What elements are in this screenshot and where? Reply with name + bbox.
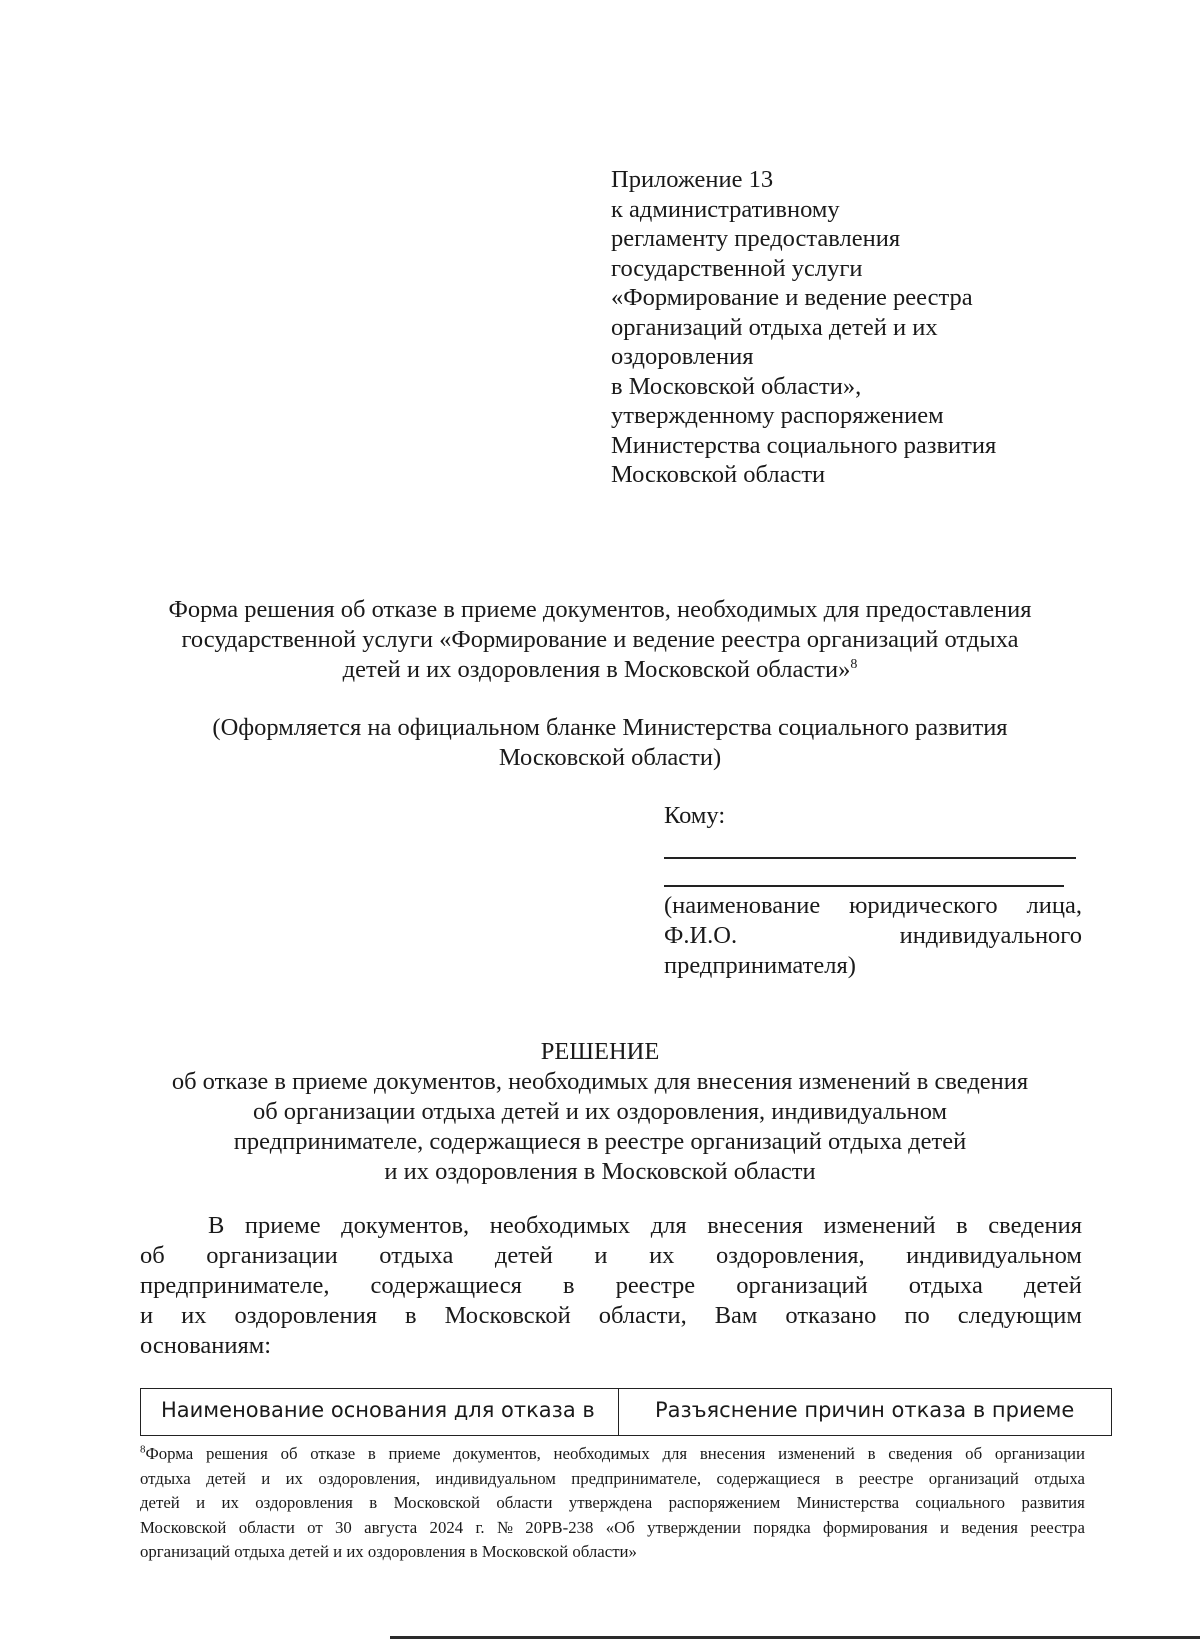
body-word: приеме [244, 1212, 321, 1239]
body-word: их [649, 1242, 675, 1269]
footnote-word: в [369, 1493, 378, 1513]
body-word: отдыха [379, 1242, 454, 1269]
addressee-blank-line [664, 857, 1076, 859]
blank-note-line: Московской области) [498, 744, 722, 771]
caption-word: лица, [1026, 892, 1082, 919]
footnote-word: отдыха [140, 1468, 191, 1488]
footnote-line [140, 1467, 1085, 1492]
decision-line: и их оздоровления в Московской области [384, 1158, 816, 1185]
appendix-line: организаций отдыха детей и их [611, 313, 938, 341]
form-title-line: Форма решения об отказе в приеме документов, необходимых для предоставления [168, 596, 1032, 623]
body-word: в [956, 1212, 968, 1239]
footnote-word: области [238, 1517, 295, 1537]
footnote-word: Министерства [796, 1493, 900, 1513]
body-word: области, [598, 1302, 687, 1329]
body-word: отдыха [908, 1272, 983, 1299]
decision-heading: РЕШЕНИЕ [540, 1038, 660, 1065]
appendix-line: «Формирование и ведение реестра [611, 284, 973, 311]
table-header-reason: Наименование основания для отказа в [141, 1389, 619, 1435]
body-word: содержащиеся [370, 1272, 522, 1299]
appendix-line: Московской области [611, 461, 826, 488]
caption-word: юридического [849, 892, 998, 919]
footnote-word: оздоровления [255, 1493, 353, 1513]
body-word: Вам [714, 1302, 758, 1329]
footnote-word: их [221, 1493, 239, 1513]
body-word: Московской [444, 1302, 571, 1329]
footnote-word: в [867, 1444, 876, 1463]
caption-line [664, 921, 1082, 951]
appendix-line: Министерства социального развития [611, 431, 997, 459]
footnote-reference: 8 [850, 656, 858, 672]
body-word: оздоровления, [715, 1242, 865, 1269]
footnote-mark: 8 [140, 1443, 146, 1456]
body-word: изменений [823, 1212, 936, 1239]
caption-word: Ф.И.О. [664, 922, 738, 949]
footnote-word: детей [140, 1493, 180, 1513]
footnote-word: утверждении [647, 1517, 742, 1537]
footnote-word: и [261, 1468, 271, 1488]
appendix-line: Приложение 13 [611, 166, 774, 193]
body-word: предпринимателе, [140, 1272, 330, 1299]
body-paragraph [140, 1211, 1082, 1361]
footnote-word: Московской [140, 1517, 227, 1537]
caption-line [664, 891, 1082, 921]
footnote-word: в [835, 1468, 844, 1488]
body-word: оздоровления [234, 1302, 378, 1329]
footnote-word: области [496, 1493, 553, 1513]
footnote-word: и [196, 1493, 206, 1513]
footnote-word: 2024 [429, 1517, 464, 1537]
footnote-word: в [367, 1444, 376, 1463]
decision-line: предпринимателе, содержащиеся в реестре организаций отдыха детей [233, 1128, 967, 1155]
appendix-line: в Московской области», [611, 372, 862, 400]
body-word: детей [1023, 1272, 1082, 1299]
footnote-word: об [965, 1444, 983, 1463]
footnote-word: внесения [699, 1444, 766, 1463]
footnote-word: реестра [1030, 1517, 1085, 1537]
footnote-word [140, 1442, 193, 1467]
body-word: и [594, 1242, 608, 1269]
decision-line: об организации отдыха детей и их оздоровления, индивидуальном [252, 1098, 948, 1125]
scan-edge-line [390, 1636, 1200, 1639]
body-word: следующим [957, 1302, 1082, 1329]
footnote-word: детей [206, 1468, 246, 1488]
footnote-word: и [940, 1517, 949, 1537]
body-line [140, 1301, 1082, 1331]
appendix-line: утвержденному распоряжением [611, 402, 944, 429]
footnote-word: порядка [753, 1517, 811, 1537]
footnote-word: 30 [335, 1517, 352, 1537]
footnote-word: приеме [388, 1444, 441, 1463]
footnote-word: Московской [393, 1493, 480, 1513]
footnote-word: их [285, 1468, 303, 1488]
reasons-table [140, 1388, 1112, 1436]
footnote-word: организаций [928, 1468, 1019, 1488]
form-title-line: государственной услуги «Формирование и ведение реестра организаций отдыха [181, 626, 1019, 653]
body-word: для [650, 1212, 687, 1239]
caption-word: индивидуального [899, 922, 1082, 949]
footnote-word: для [662, 1444, 688, 1463]
footnote-word: г. [475, 1517, 485, 1537]
footnote-word: документов, [453, 1444, 541, 1463]
body-word: необходимых [489, 1212, 631, 1239]
appendix-block [611, 165, 996, 490]
body-line [140, 1271, 1082, 1301]
body-word: по [904, 1302, 930, 1329]
body-line [140, 1211, 1082, 1241]
decision-line: об отказе в приеме документов, необходимых для внесения изменений в сведения [171, 1068, 1029, 1095]
body-word: организации [206, 1242, 338, 1269]
appendix-line: государственной услуги [611, 254, 863, 282]
footnote-word: содержащиеся [716, 1468, 821, 1488]
footnote-word: организации [994, 1444, 1085, 1463]
footnote-line [140, 1442, 1085, 1467]
footnote-word: предпринимателе, [571, 1468, 702, 1488]
footnote-word: «Об [605, 1517, 635, 1537]
blank-note [120, 713, 1100, 773]
body-word: индивидуальном [906, 1242, 1082, 1269]
footnote-word: об [280, 1444, 298, 1463]
body-word: организаций [736, 1272, 868, 1299]
footnote-word: реестре [858, 1468, 914, 1488]
body-word: в [405, 1302, 417, 1329]
caption-line: предпринимателя) [664, 952, 856, 979]
footnote-word: необходимых [553, 1444, 650, 1463]
appendix-line: к административному [611, 195, 840, 223]
addressee-caption [664, 891, 1082, 981]
body-word: В [208, 1212, 225, 1239]
body-word: их [181, 1302, 207, 1329]
form-title-text: детей и их оздоровления в Московской области» [342, 656, 851, 683]
footnote-word: индивидуальном [435, 1468, 556, 1488]
form-title-line [120, 655, 1080, 685]
body-word: в [562, 1272, 575, 1299]
appendix-line: оздоровления [611, 343, 754, 370]
caption-word: (наименование [664, 892, 821, 919]
footnote-word: отказе [310, 1444, 356, 1463]
body-word: детей [494, 1242, 553, 1269]
footnote-word: № [496, 1517, 513, 1537]
footnote-word: изменений [778, 1444, 855, 1463]
table-header-explanation: Разъяснение причин отказа в приеме [655, 1398, 1075, 1422]
form-title [120, 595, 1080, 685]
footnote-word-text: Форма [145, 1444, 194, 1463]
body-line [140, 1241, 1082, 1271]
footnote-word: решения [205, 1444, 268, 1463]
footnote-word: отдыха [1034, 1468, 1085, 1488]
body-word: внесения [707, 1212, 803, 1239]
addressee-label: Кому: [664, 802, 726, 829]
footnote-line: организаций отдыха детей и их оздоровления в Московской области» [140, 1542, 637, 1562]
footnote-word: развития [1021, 1493, 1085, 1513]
footnote-word: распоряжением [668, 1493, 781, 1513]
footnote-word: 20РВ-238 [525, 1517, 594, 1537]
blank-note-line: (Оформляется на официальном бланке Министерства социального развития [212, 714, 1008, 741]
footnote [140, 1442, 1085, 1565]
body-word: об [140, 1242, 165, 1269]
footnote-word: утверждена [568, 1493, 653, 1513]
appendix-line: регламенту предоставления [611, 225, 901, 252]
addressee-block [664, 801, 1082, 831]
body-word: реестре [615, 1272, 696, 1299]
footnote-word: ведения [961, 1517, 1019, 1537]
body-word: и [140, 1302, 154, 1329]
footnote-line [140, 1516, 1085, 1541]
footnote-word: от [307, 1517, 323, 1537]
footnote-line [140, 1491, 1085, 1516]
footnote-word: августа [364, 1517, 418, 1537]
body-word: отказано [785, 1302, 877, 1329]
addressee-blank-line [664, 885, 1064, 887]
footnote-word: формирования [823, 1517, 928, 1537]
body-word: документов, [341, 1212, 470, 1239]
footnote-word: социального [915, 1493, 1006, 1513]
decision-title [120, 1037, 1080, 1187]
footnote-word: сведения [888, 1444, 953, 1463]
body-word: сведения [988, 1212, 1082, 1239]
body-line: основаниям: [140, 1332, 272, 1359]
footnote-word: оздоровления, [318, 1468, 421, 1488]
